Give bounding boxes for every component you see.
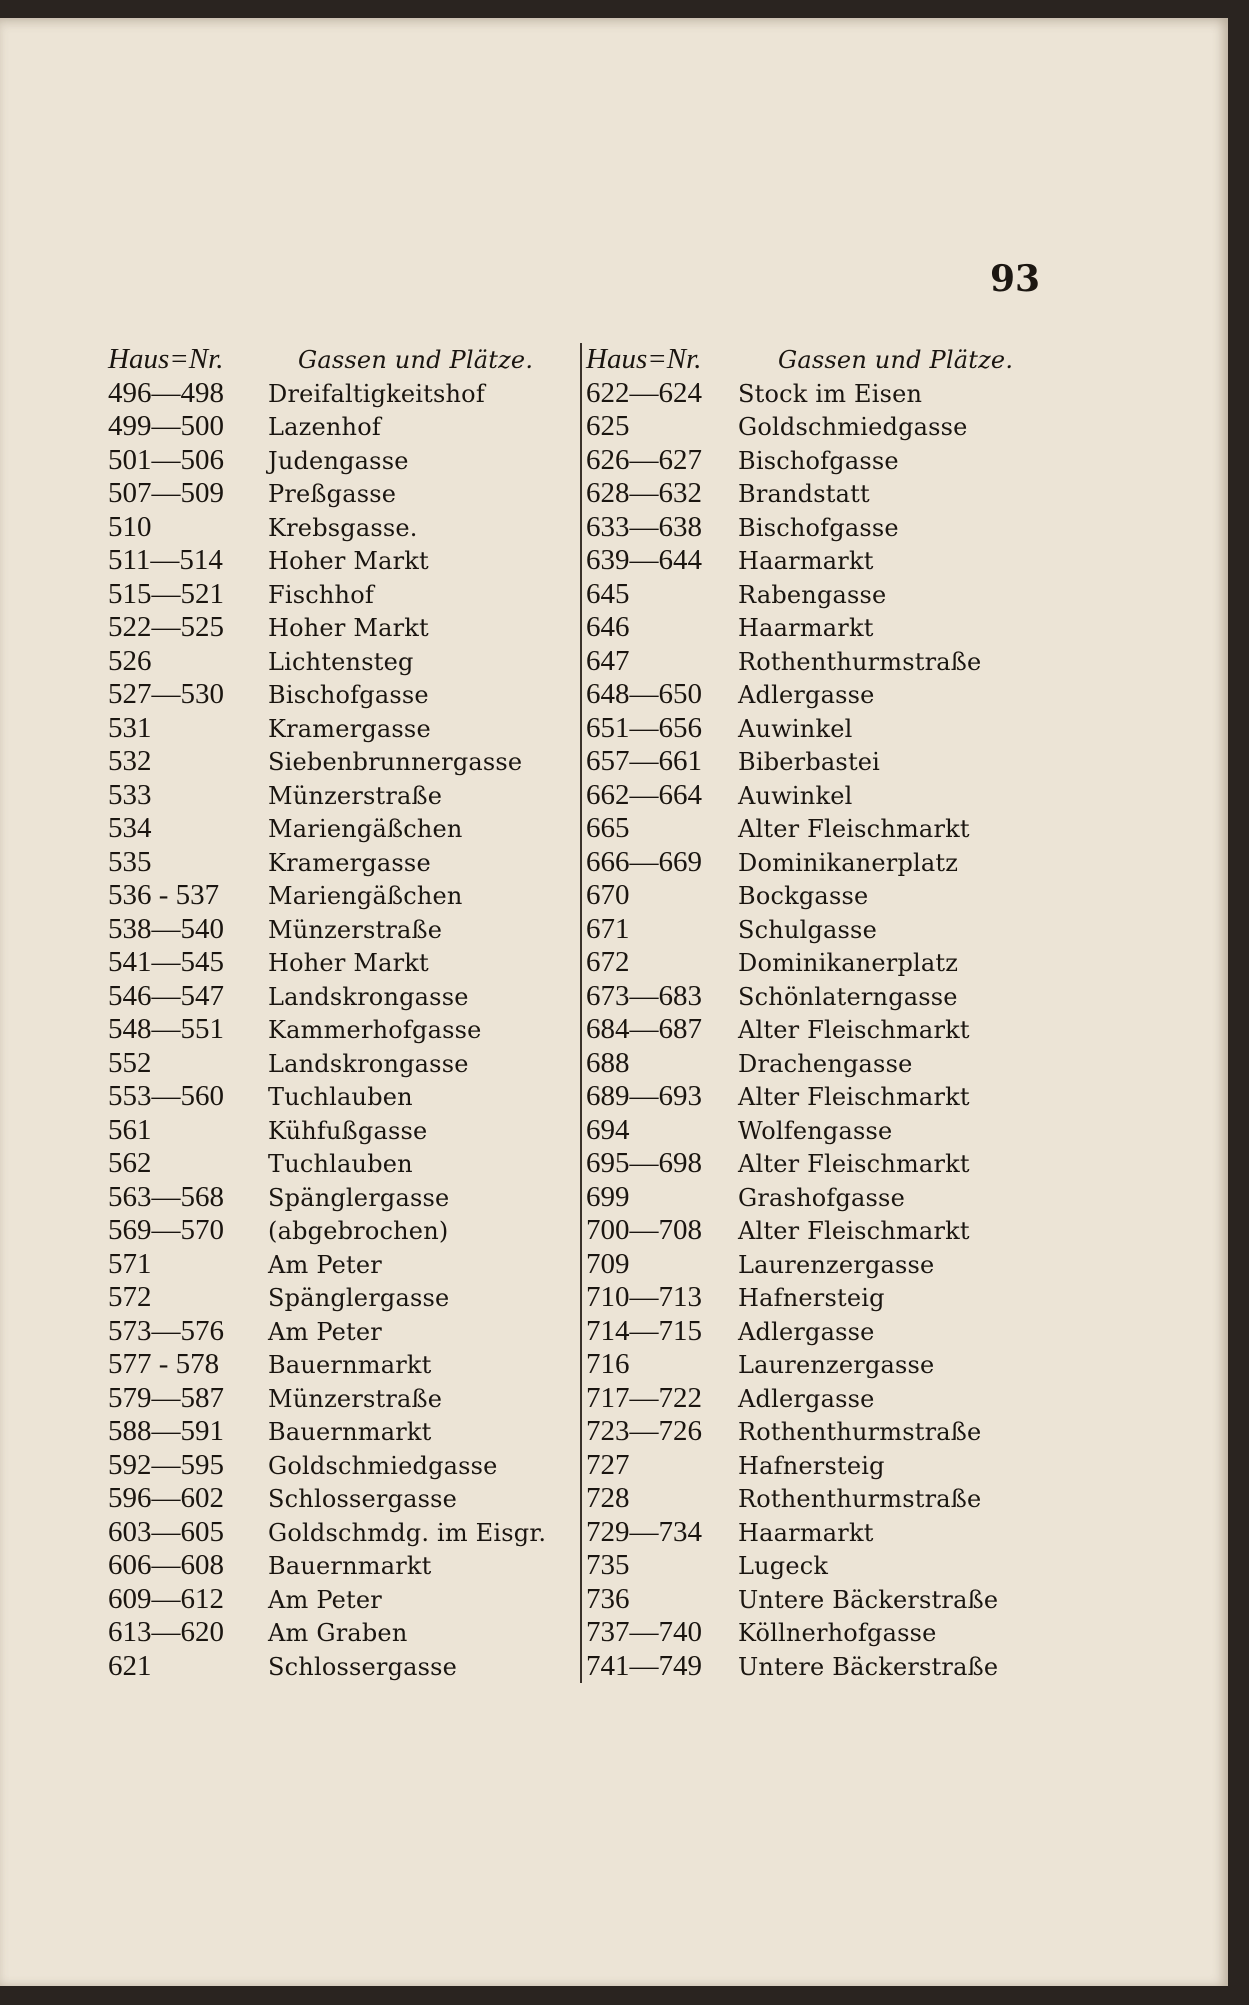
house-number: 553—560 (108, 1080, 224, 1112)
house-number: 563—568 (108, 1180, 224, 1213)
street-name: Lichtensteg (268, 647, 414, 676)
house-number: 622—624 (586, 376, 702, 409)
entry-row (108, 578, 584, 612)
house-number: 546—547 (108, 979, 224, 1012)
entry-row (108, 377, 584, 411)
street-name: Auwinkel (738, 781, 853, 810)
entry-row (586, 410, 1036, 444)
entry-row (108, 1650, 584, 1684)
street-name: Siebenbrunnergasse (268, 748, 523, 776)
house-number: 710—713 (586, 1281, 702, 1313)
street-name: Tuchlauben (268, 1083, 413, 1111)
house-number: 651—656 (586, 711, 702, 744)
house-number: 606—608 (108, 1549, 224, 1581)
entry-row (108, 477, 584, 511)
entry-row (108, 511, 584, 545)
house-number: 561 (108, 1113, 152, 1146)
entry-row (108, 1516, 584, 1550)
entry-row (586, 611, 1036, 645)
street-name: Alter Fleischmarkt (738, 1016, 970, 1044)
house-number: 741—749 (586, 1649, 702, 1682)
house-number: 569—570 (108, 1214, 224, 1246)
book-page (0, 18, 1228, 1986)
entry-row (586, 1214, 1036, 1248)
street-name: Hafnersteig (738, 1451, 885, 1480)
entry-row (108, 1382, 584, 1416)
street-name: Alter Fleischmarkt (738, 1217, 970, 1245)
street-name: Hoher Markt (268, 949, 429, 977)
street-name: Haarmarkt (738, 1518, 874, 1547)
house-number: 613—620 (108, 1616, 224, 1648)
street-name: Fischhof (268, 580, 374, 609)
street-name: Bockgasse (738, 882, 869, 910)
entry-row (108, 645, 584, 679)
street-name: Kramergasse (268, 848, 431, 877)
house-number: 628—632 (586, 477, 702, 509)
house-number: 609—612 (108, 1582, 224, 1615)
entry-row (586, 879, 1036, 913)
entry-row (586, 444, 1036, 478)
entry-row (108, 544, 584, 578)
entry-row (108, 1315, 584, 1349)
street-name: Brandstatt (738, 480, 870, 508)
house-number: 571 (108, 1247, 152, 1280)
entry-row (108, 1281, 584, 1315)
street-name: Schlossergasse (268, 1485, 458, 1513)
entry-row (108, 1449, 584, 1483)
street-name: Dreifaltigkeitshof (268, 379, 485, 408)
street-name: Am Peter (268, 1250, 382, 1279)
entry-row (108, 812, 584, 846)
entry-row (108, 1583, 584, 1617)
street-name: Alter Fleischmarkt (738, 1150, 970, 1178)
street-name: Am Peter (268, 1585, 382, 1614)
entry-row (108, 1080, 584, 1114)
house-number: 552 (108, 1046, 152, 1079)
entry-row (586, 846, 1036, 880)
street-name: Dominikanerplatz (738, 949, 959, 977)
left-column (108, 343, 584, 1683)
street-name: Rothenthurmstraße (738, 1485, 982, 1513)
entry-row (586, 1013, 1036, 1047)
house-number: 562 (108, 1147, 152, 1179)
house-number: 573—576 (108, 1314, 224, 1347)
house-number-header: Haus=Nr. (108, 343, 224, 375)
street-name: Judengasse (268, 446, 409, 475)
entry-row (108, 1348, 584, 1382)
house-number: 684—687 (586, 1013, 702, 1045)
entry-row (586, 812, 1036, 846)
street-name: Schlossergasse (268, 1652, 458, 1681)
entry-row (586, 1449, 1036, 1483)
house-number: 579—587 (108, 1381, 224, 1414)
entry-row (108, 745, 584, 779)
entry-row (586, 1181, 1036, 1215)
house-number: 647 (586, 644, 630, 677)
entry-row (586, 645, 1036, 679)
entry-row (586, 745, 1036, 779)
entry-row (586, 477, 1036, 511)
entry-row (108, 913, 584, 947)
entry-row (108, 980, 584, 1014)
street-name: Mariengäßchen (268, 882, 463, 910)
street-name: Adlergasse (738, 1384, 875, 1413)
street-name: Laurenzergasse (738, 1351, 935, 1379)
house-number: 577 - 578 (108, 1348, 220, 1380)
entry-row (108, 1047, 584, 1081)
entry-row (108, 1181, 584, 1215)
house-number: 645 (586, 577, 630, 610)
entry-row (108, 1114, 584, 1148)
street-name: Krebsgasse. (268, 513, 418, 542)
house-number: 672 (586, 946, 630, 978)
house-number: 671 (586, 912, 630, 945)
house-number: 717—722 (586, 1381, 702, 1414)
house-number: 515—521 (108, 577, 224, 610)
house-number: 548—551 (108, 1013, 224, 1045)
house-number: 511—514 (108, 544, 223, 576)
street-name: Kramergasse (268, 714, 431, 743)
street-name: Lugeck (738, 1552, 829, 1580)
entry-row (586, 1415, 1036, 1449)
right-rows (586, 377, 1036, 1684)
house-number: 736 (586, 1582, 630, 1615)
house-number: 670 (586, 879, 630, 911)
entry-row (586, 1147, 1036, 1181)
entry-row (108, 879, 584, 913)
house-number: 536 - 537 (108, 879, 220, 911)
entry-row (108, 712, 584, 746)
house-number: 496—498 (108, 376, 224, 409)
house-number: 526 (108, 644, 152, 677)
house-number: 735 (586, 1549, 630, 1581)
entry-row (108, 1415, 584, 1449)
entry-row (586, 678, 1036, 712)
entry-row (586, 1080, 1036, 1114)
street-name: Bauernmarkt (268, 1418, 432, 1446)
house-number: 592—595 (108, 1448, 224, 1481)
house-number: 538—540 (108, 912, 224, 945)
house-number: 728 (586, 1482, 630, 1514)
street-name: Kammerhofgasse (268, 1016, 482, 1044)
entry-row (108, 611, 584, 645)
street-name: Mariengäßchen (268, 815, 463, 843)
page-number: 93 (990, 258, 1041, 300)
house-number: 737—740 (586, 1616, 702, 1648)
street-name: Bischofgasse (738, 446, 899, 475)
street-name: Schönlaterngasse (738, 982, 958, 1011)
street-name: Drachengasse (738, 1049, 913, 1078)
house-number: 695—698 (586, 1147, 702, 1179)
house-number: 688 (586, 1046, 630, 1079)
street-name: Am Peter (268, 1317, 382, 1346)
street-name: Spänglergasse (268, 1284, 450, 1312)
street-name: Alter Fleischmarkt (738, 1083, 970, 1111)
street-name: Bauernmarkt (268, 1351, 432, 1379)
entry-row (108, 1248, 584, 1282)
street-name: Spänglergasse (268, 1183, 450, 1212)
house-number: 527—530 (108, 678, 224, 710)
entry-row (586, 712, 1036, 746)
entry-row (586, 1549, 1036, 1583)
house-number: 541—545 (108, 946, 224, 978)
house-number: 621 (108, 1649, 152, 1682)
column-header (108, 343, 584, 377)
street-name: Tuchlauben (268, 1150, 413, 1178)
house-number: 588—591 (108, 1415, 224, 1447)
house-number: 662—664 (586, 778, 702, 811)
entry-row (108, 1214, 584, 1248)
street-name: Schulgasse (738, 915, 877, 944)
street-name: Untere Bäckerstraße (738, 1652, 999, 1681)
right-column (580, 343, 1036, 1683)
street-name: Bischofgasse (738, 513, 899, 542)
house-number: 709 (586, 1247, 630, 1280)
house-number: 531 (108, 711, 152, 744)
street-name: Köllnerhofgasse (738, 1619, 937, 1647)
street-name: Preßgasse (268, 480, 397, 508)
street-name: Auwinkel (738, 714, 853, 743)
house-number-header: Haus=Nr. (586, 343, 702, 375)
entry-row (586, 578, 1036, 612)
house-number: 729—734 (586, 1515, 702, 1548)
house-number: 533 (108, 778, 152, 811)
house-number: 626—627 (586, 443, 702, 476)
house-number: 535 (108, 845, 152, 878)
house-number: 639—644 (586, 544, 702, 576)
street-name: Landskrongasse (268, 982, 469, 1011)
entry-row (586, 779, 1036, 813)
entry-row (586, 946, 1036, 980)
street-name: Wolfengasse (738, 1116, 893, 1145)
street-name: Bischofgasse (268, 681, 429, 709)
street-name: Am Graben (268, 1619, 408, 1647)
street-name: Hoher Markt (268, 614, 429, 642)
street-name: Untere Bäckerstraße (738, 1585, 999, 1614)
entry-row (586, 1583, 1036, 1617)
street-name: Hoher Markt (268, 547, 429, 575)
street-name: Goldschmiedgasse (738, 413, 968, 441)
street-name: Landskrongasse (268, 1049, 469, 1078)
street-name: Rothenthurmstraße (738, 1418, 982, 1446)
house-number: 648—650 (586, 678, 702, 710)
street-name: Lazenhof (268, 413, 381, 441)
street-name: Goldschmdg. im Eisgr. (268, 1518, 547, 1547)
street-name: Dominikanerplatz (738, 848, 959, 877)
entry-row (586, 377, 1036, 411)
entry-row (108, 1549, 584, 1583)
street-name: (abgebrochen) (268, 1217, 449, 1245)
entry-row (586, 1114, 1036, 1148)
entry-row (108, 846, 584, 880)
entry-row (586, 511, 1036, 545)
house-number: 716 (586, 1348, 630, 1380)
street-name: Münzerstraße (268, 915, 443, 944)
street-name: Goldschmiedgasse (268, 1451, 498, 1480)
house-number: 507—509 (108, 477, 224, 509)
house-number: 727 (586, 1448, 630, 1481)
house-number: 603—605 (108, 1515, 224, 1548)
house-number: 532 (108, 745, 152, 777)
entry-row (108, 1482, 584, 1516)
entry-row (108, 1616, 584, 1650)
entry-row (108, 779, 584, 813)
left-rows (108, 377, 584, 1684)
entry-row (108, 1013, 584, 1047)
house-number: 700—708 (586, 1214, 702, 1246)
entry-row (108, 410, 584, 444)
street-name: Bauernmarkt (268, 1552, 432, 1580)
entry-row (586, 1482, 1036, 1516)
street-name: Stock im Eisen (738, 379, 923, 408)
street-name: Hafnersteig (738, 1284, 885, 1312)
street-name: Adlergasse (738, 1317, 875, 1346)
house-number: 689—693 (586, 1080, 702, 1112)
house-number: 534 (108, 812, 152, 844)
entry-row (586, 544, 1036, 578)
entry-row (586, 1616, 1036, 1650)
house-number: 723—726 (586, 1415, 702, 1447)
streets-header: Gassen und Plätze. (298, 346, 534, 374)
entry-row (586, 1315, 1036, 1349)
house-number: 666—669 (586, 845, 702, 878)
entry-row (586, 1348, 1036, 1382)
entry-row (586, 1281, 1036, 1315)
house-number: 501—506 (108, 443, 224, 476)
street-name: Rothenthurmstraße (738, 647, 982, 676)
street-name: Grashofgasse (738, 1183, 905, 1212)
entry-row (108, 946, 584, 980)
street-name: Kühfußgasse (268, 1116, 428, 1145)
house-number: 596—602 (108, 1482, 224, 1514)
entry-row (586, 1382, 1036, 1416)
street-name: Biberbastei (738, 748, 881, 776)
house-number: 694 (586, 1113, 630, 1146)
streets-header: Gassen und Plätze. (778, 346, 1014, 374)
entry-row (586, 1047, 1036, 1081)
entry-row (108, 444, 584, 478)
house-number: 646 (586, 611, 630, 643)
entry-row (108, 1147, 584, 1181)
house-number: 499—500 (108, 410, 224, 442)
entry-row (586, 980, 1036, 1014)
house-number: 657—661 (586, 745, 702, 777)
house-number: 665 (586, 812, 630, 844)
street-name: Adlergasse (738, 681, 875, 709)
street-name: Rabengasse (738, 580, 887, 609)
house-number: 522—525 (108, 611, 224, 643)
house-number: 673—683 (586, 979, 702, 1012)
street-name: Haarmarkt (738, 614, 874, 642)
house-number: 625 (586, 410, 630, 442)
entry-row (586, 1650, 1036, 1684)
street-name: Haarmarkt (738, 547, 874, 575)
house-number: 699 (586, 1180, 630, 1213)
column-header (586, 343, 1036, 377)
street-name: Alter Fleischmarkt (738, 815, 970, 843)
entry-row (108, 678, 584, 712)
house-number: 572 (108, 1281, 152, 1313)
house-number: 714—715 (586, 1314, 702, 1347)
entry-row (586, 913, 1036, 947)
street-name: Münzerstraße (268, 1384, 443, 1413)
street-name: Münzerstraße (268, 781, 443, 810)
entry-row (586, 1516, 1036, 1550)
house-number: 633—638 (586, 510, 702, 543)
street-name: Laurenzergasse (738, 1250, 935, 1279)
house-number: 510 (108, 510, 152, 543)
entry-row (586, 1248, 1036, 1282)
